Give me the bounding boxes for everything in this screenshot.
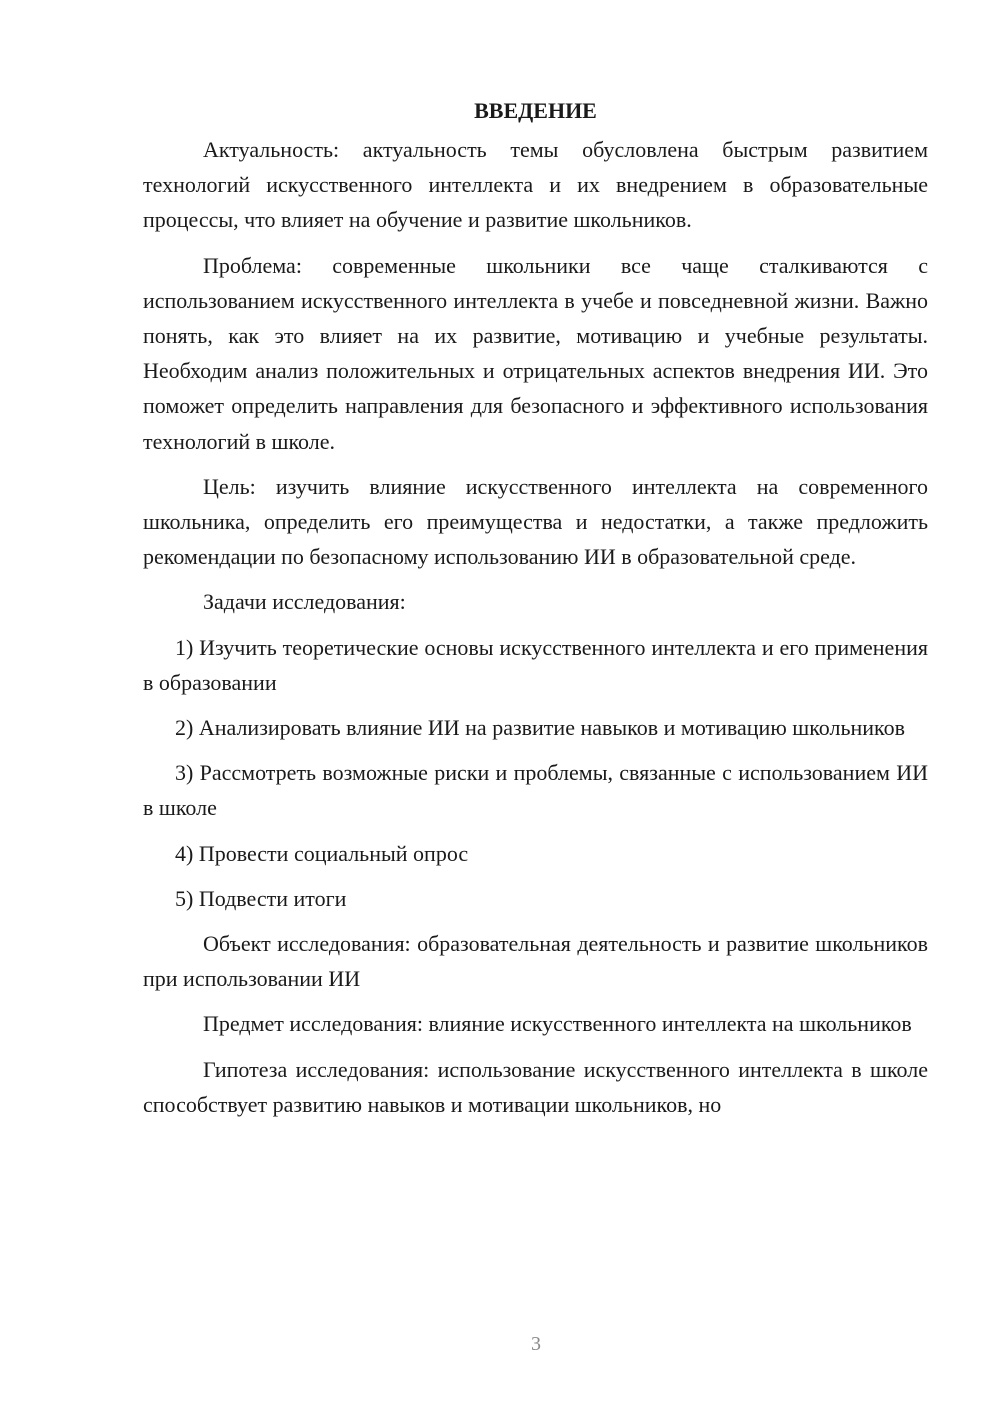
task-item: 4) Провести социальный опрос: [175, 840, 469, 866]
paragraph-object: Объект исследования: образовательная деятельность и развитие школьников при использовании ИИ: [143, 931, 928, 992]
task-item: 1) Изучить теоретические основы искусственного интеллекта и его применения в образовании: [143, 634, 928, 695]
task-item: 5) Подвести итоги: [175, 885, 347, 911]
tasks-title: Задачи исследования:: [203, 589, 406, 615]
paragraph-subject: Предмет исследования: влияние искусственного интеллекта на школьников: [203, 1011, 912, 1037]
paragraph-goal: Цель: изучить влияние искусственного интеллекта на современного школьника, определить его преимущества и недостатки, а также предложить рекомендации по безопасному использованию ИИ в образовательной среде.: [143, 473, 928, 570]
page-number: 3: [531, 1333, 541, 1355]
paragraph-problem: Проблема: современные школьники все чаще сталкиваются с использованием искусственного интеллекта в учебе и повседневной жизни. Важно понять, как это влияет на их развитие, мотивацию и учебные результаты. Необходим анализ положительных и отрицательных аспектов внедрения ИИ. Это поможет определить направления для безопасного и эффективного использования технологий в школе.: [143, 252, 928, 454]
task-item: 3) Рассмотреть возможные риски и проблемы, связанные с использованием ИИ в школе: [143, 760, 928, 821]
paragraph-hypothesis: Гипотеза исследования: использование искусственного интеллекта в школе способствует развитию навыков и мотивации школьников, но: [143, 1056, 928, 1117]
document-page: [143, 97, 928, 1132]
task-item: 2) Анализировать влияние ИИ на развитие навыков и мотивацию школьников: [175, 715, 906, 741]
section-heading: ВВЕДЕНИЕ: [474, 98, 597, 123]
paragraph-relevance: Актуальность: актуальность темы обусловлена быстрым развитием технологий искусственного интеллекта и их внедрением в образовательные процессы, что влияет на обучение и развитие школьников.: [143, 137, 928, 233]
